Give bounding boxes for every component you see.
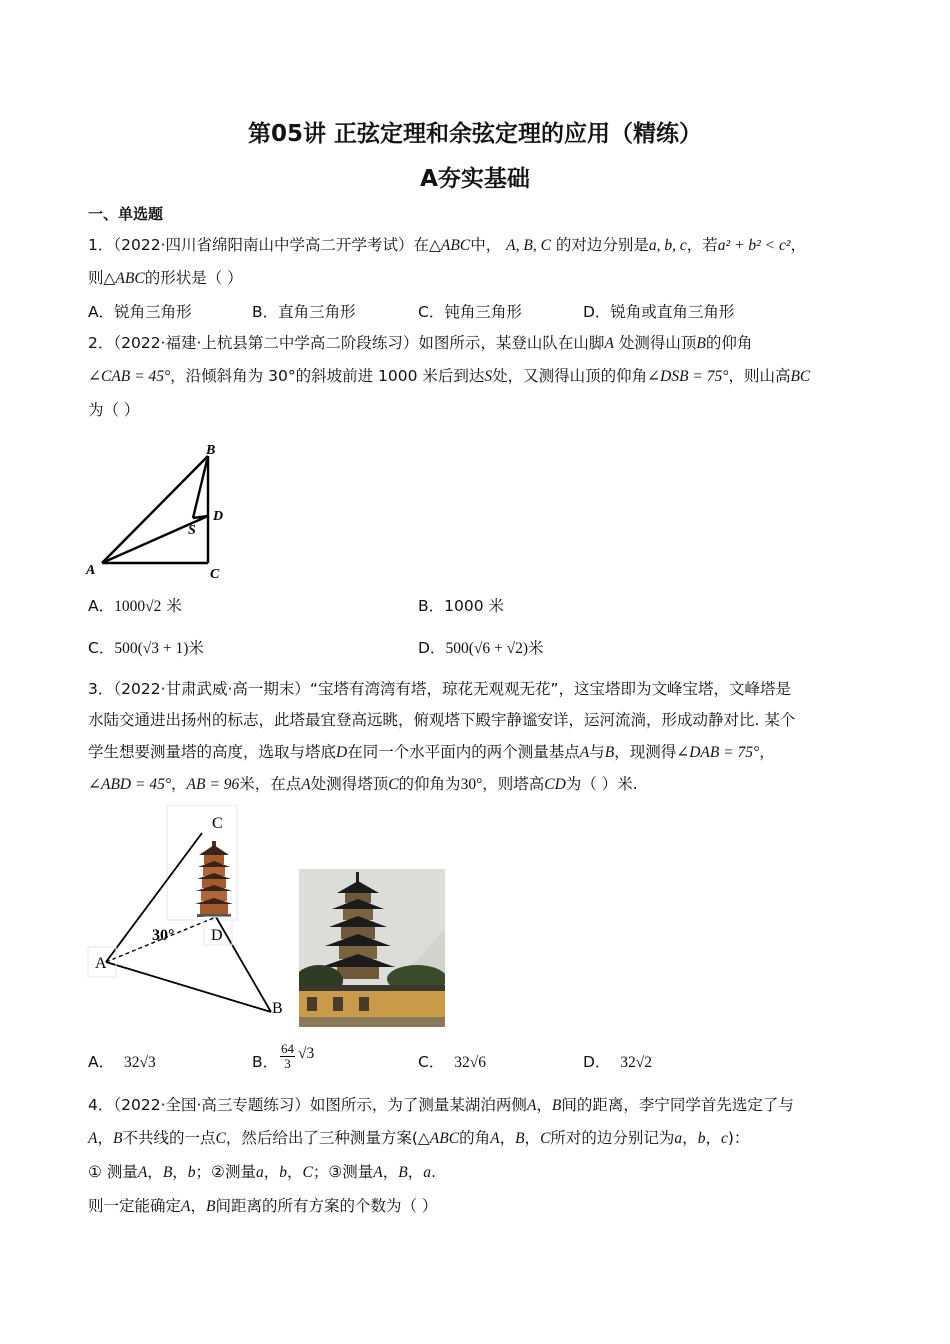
- q4-point: A: [373, 1164, 383, 1181]
- q1-text: 则: [88, 269, 104, 287]
- q3-point: B: [604, 744, 615, 761]
- q4-point: A: [181, 1198, 191, 1215]
- q4-text: ① 测量: [88, 1163, 138, 1181]
- q4-side: c: [720, 1130, 728, 1147]
- q3-length: AB = 96: [186, 776, 240, 793]
- q3-option-d[interactable]: [583, 1052, 652, 1073]
- q3-text: 在同一个水平面内的两个测量基点: [347, 743, 580, 761]
- q3-option-b-radical: √3: [298, 1045, 315, 1062]
- q2-text: ，沿倾斜角为 30°的斜坡前进 1000 米后到达: [170, 367, 485, 385]
- q2-option-b[interactable]: B．1000 米: [418, 597, 505, 615]
- q3-text: 处测得塔顶: [310, 775, 389, 793]
- q3-text: 与: [589, 743, 605, 761]
- q2-line3: 为（ ）: [88, 401, 140, 419]
- option-value: 500(√3 + 1): [114, 640, 189, 657]
- fig-label-d: D: [213, 509, 224, 524]
- q4-point: B: [162, 1164, 173, 1181]
- q1-text: 的对边分别是: [555, 236, 649, 254]
- q3-text: 为（ ）米.: [565, 775, 638, 793]
- q1-condition: a² + b² < c²: [717, 237, 791, 254]
- option-label: C．: [418, 1053, 445, 1071]
- q4-point: C: [302, 1164, 313, 1181]
- q2-mountain-figure: [82, 438, 232, 583]
- q1-option-b[interactable]: B．直角三角形: [252, 303, 356, 321]
- q4-line1: [88, 1095, 794, 1116]
- q4-text: ，: [499, 1129, 516, 1147]
- q4-text: ，: [172, 1163, 188, 1181]
- q3-angle: 30°: [460, 776, 483, 793]
- q4-point: B: [551, 1097, 562, 1114]
- q3-option-a[interactable]: [88, 1052, 156, 1073]
- q4-point: A: [526, 1097, 537, 1114]
- q1-text: 的形状是（ ）: [144, 269, 243, 287]
- q4-point: A: [88, 1130, 98, 1147]
- q4-text: 间的距离，李宁同学首先选定了与: [561, 1096, 794, 1114]
- q4-point: A: [137, 1164, 148, 1181]
- q3-point: C: [388, 776, 399, 793]
- q3-text: 的仰角为: [398, 775, 461, 793]
- q3-line2: 水陆交通进出扬州的标志，此塔最宜登高远眺，俯观塔下殿宇静谧安详，运河流淌，形成动静对比. 某个: [88, 711, 796, 729]
- q2-option-a[interactable]: [88, 596, 182, 617]
- q4-text: )：: [727, 1129, 750, 1147]
- q4-point: B: [515, 1130, 525, 1147]
- q3-line1: [88, 679, 791, 699]
- q3-option-b-fraction: [280, 1042, 295, 1071]
- q1-text: ，若: [686, 236, 718, 254]
- option-label: B．: [252, 1053, 279, 1071]
- q2-point: A: [604, 335, 614, 352]
- q2-angle: ∠CAB = 45°: [88, 368, 171, 385]
- q4-text: ，: [682, 1129, 698, 1147]
- fig-label-s: S: [188, 523, 196, 538]
- q4-text: ，: [263, 1163, 280, 1181]
- q4-point: B: [398, 1164, 408, 1181]
- option-unit: 米: [188, 639, 204, 657]
- q1-sides: a, b, c: [648, 237, 687, 254]
- q3-text: ，: [171, 775, 187, 793]
- q4-text: ，然后给出了三种测量方案(: [225, 1129, 418, 1147]
- fig-label-angle: 30°: [152, 927, 175, 944]
- section-heading: 一、单选题: [88, 205, 164, 223]
- q4-text: ，: [190, 1197, 206, 1215]
- q4-side: b: [187, 1164, 196, 1181]
- q1-angles: A, B, C: [506, 237, 551, 254]
- q2-point: B: [696, 335, 706, 352]
- q4-line3: [88, 1162, 436, 1183]
- q3-text: （2022·甘肃武威·高一期末）“宝塔有湾湾有塔，琼花无观观无花”，这宝塔即为文峰宝塔，文峰塔是: [113, 680, 791, 698]
- q1-line2: [88, 268, 243, 289]
- fig-label-c: C: [212, 815, 223, 832]
- q2-text: ，则山高: [728, 367, 791, 385]
- q3-line3: [88, 742, 775, 763]
- q4-text: 则一定能确定: [88, 1197, 182, 1215]
- q3-tower-figure: [86, 805, 296, 1030]
- fraction-numerator: 64: [281, 1041, 294, 1056]
- q4-point: B: [112, 1130, 123, 1147]
- option-value: 32√6: [454, 1054, 486, 1071]
- option-label: A．: [88, 597, 115, 615]
- q4-point: B: [206, 1198, 216, 1215]
- q2-text: 的仰角: [705, 334, 753, 352]
- fraction-denominator: 3: [284, 1056, 291, 1071]
- q3-option-c[interactable]: [418, 1052, 486, 1073]
- q1-text: 中，: [470, 236, 502, 254]
- q3-text: 学生想要测量塔的高度，选取与塔底: [88, 743, 337, 761]
- q3-point: A: [579, 744, 590, 761]
- q4-side: b: [697, 1130, 706, 1147]
- q3-point: A: [301, 776, 311, 793]
- q3-angle: ∠DAB = 75°: [676, 744, 760, 761]
- fig-label-b: B: [206, 443, 216, 458]
- q1-triangle: △ABC: [429, 237, 471, 254]
- option-label: D．: [583, 1053, 611, 1071]
- option-value: 500(√6 + √2): [445, 640, 529, 657]
- q4-text: ，: [97, 1129, 113, 1147]
- q3-text: ，则塔高: [482, 775, 545, 793]
- q1-triangle: △ABC: [103, 270, 145, 287]
- q4-text: ，: [407, 1163, 424, 1181]
- q2-option-d[interactable]: [418, 638, 544, 659]
- q2-line2: [88, 366, 810, 387]
- q4-side: a: [255, 1164, 264, 1181]
- q4-text: 不共线的一点: [122, 1129, 216, 1147]
- q4-text: 所对的边分别记为: [550, 1129, 675, 1147]
- q4-text: 的角: [459, 1129, 491, 1147]
- q4-triangle: △ABC: [417, 1130, 460, 1147]
- q1-text: ，: [790, 236, 807, 254]
- q4-side: a: [674, 1130, 683, 1147]
- q3-number: 3．: [88, 680, 114, 698]
- q3-option-b[interactable]: [252, 1052, 278, 1072]
- fig-label-d: D: [211, 927, 223, 944]
- q4-text: ，: [524, 1129, 541, 1147]
- q4-text: （2022·全国·高三专题练习）如图所示，为了测量某湖泊两侧: [113, 1096, 527, 1114]
- option-unit: 米: [528, 639, 544, 657]
- option-value: 32√3: [123, 1054, 156, 1071]
- q3-segment: CD: [544, 776, 566, 793]
- q2-point: S: [484, 368, 493, 385]
- q2-text: （2022·福建·上杭县第二中学高二阶段练习）如图所示，某登山队在山脚: [113, 334, 605, 352]
- page-title: 第05讲 正弦定理和余弦定理的应用（精练）: [247, 121, 702, 147]
- q2-option-c[interactable]: [88, 638, 204, 659]
- option-value: 1000√2: [114, 598, 162, 615]
- q1-option-a[interactable]: A．锐角三角形: [88, 303, 192, 321]
- q4-text: ，: [382, 1163, 399, 1181]
- option-value: 32√2: [620, 1054, 653, 1071]
- q4-side: a: [423, 1164, 431, 1181]
- q1-line1: [88, 235, 806, 256]
- q3-point: D: [336, 744, 348, 761]
- q4-number: 4．: [88, 1096, 114, 1114]
- option-label: C．: [88, 639, 115, 657]
- q4-line4: [88, 1196, 437, 1217]
- option-label: D．: [418, 639, 446, 657]
- q4-text: 间距离的所有方案的个数为（ ）: [215, 1197, 438, 1215]
- q4-line2: [88, 1128, 749, 1149]
- q1-source: （2022·四川省绵阳南山中学高二开学考试）在: [113, 236, 429, 254]
- q1-option-c[interactable]: C．钝角三角形: [418, 303, 522, 321]
- q2-text: 处测得山顶: [618, 334, 697, 352]
- q3-text: ，: [759, 743, 775, 761]
- q4-text: ，: [147, 1163, 163, 1181]
- fig-label-b: B: [272, 1000, 283, 1017]
- q4-text: ；②测量: [195, 1163, 256, 1181]
- q1-option-d[interactable]: D．锐角或直角三角形: [583, 303, 735, 321]
- q4-text: .: [430, 1163, 436, 1181]
- fig-label-a: A: [86, 563, 96, 578]
- q1-number: 1．: [88, 236, 114, 254]
- line-ab: [102, 456, 208, 563]
- q3-text: ，现测得: [614, 743, 677, 761]
- q4-point: A: [490, 1130, 500, 1147]
- fig-label-a: A: [95, 955, 107, 972]
- q3-text: 米，在点: [239, 775, 302, 793]
- line-sb: [193, 456, 208, 518]
- option-label: A．: [88, 1053, 115, 1071]
- q3-angle: ∠ABD = 45°: [88, 776, 172, 793]
- q4-text: ；③测量: [312, 1163, 374, 1181]
- q3-line4: [88, 774, 638, 795]
- q2-number: 2．: [88, 334, 114, 352]
- q2-line1: [88, 333, 752, 354]
- q2-angle: ∠DSB = 75°: [647, 368, 729, 385]
- pagoda-photo: [299, 869, 445, 1027]
- section-subtitle: A夯实基础: [420, 166, 530, 192]
- fig-label-c: C: [210, 567, 220, 582]
- q4-side: b: [279, 1164, 287, 1181]
- q4-text: ，: [286, 1163, 303, 1181]
- q2-segment: BC: [790, 368, 811, 385]
- option-unit: 米: [166, 597, 182, 615]
- q4-text: ，: [536, 1096, 552, 1114]
- q2-text: 处，又测得山顶的仰角: [492, 367, 648, 385]
- q4-text: ，: [705, 1129, 721, 1147]
- q4-point: C: [540, 1130, 551, 1147]
- q4-point: C: [215, 1130, 226, 1147]
